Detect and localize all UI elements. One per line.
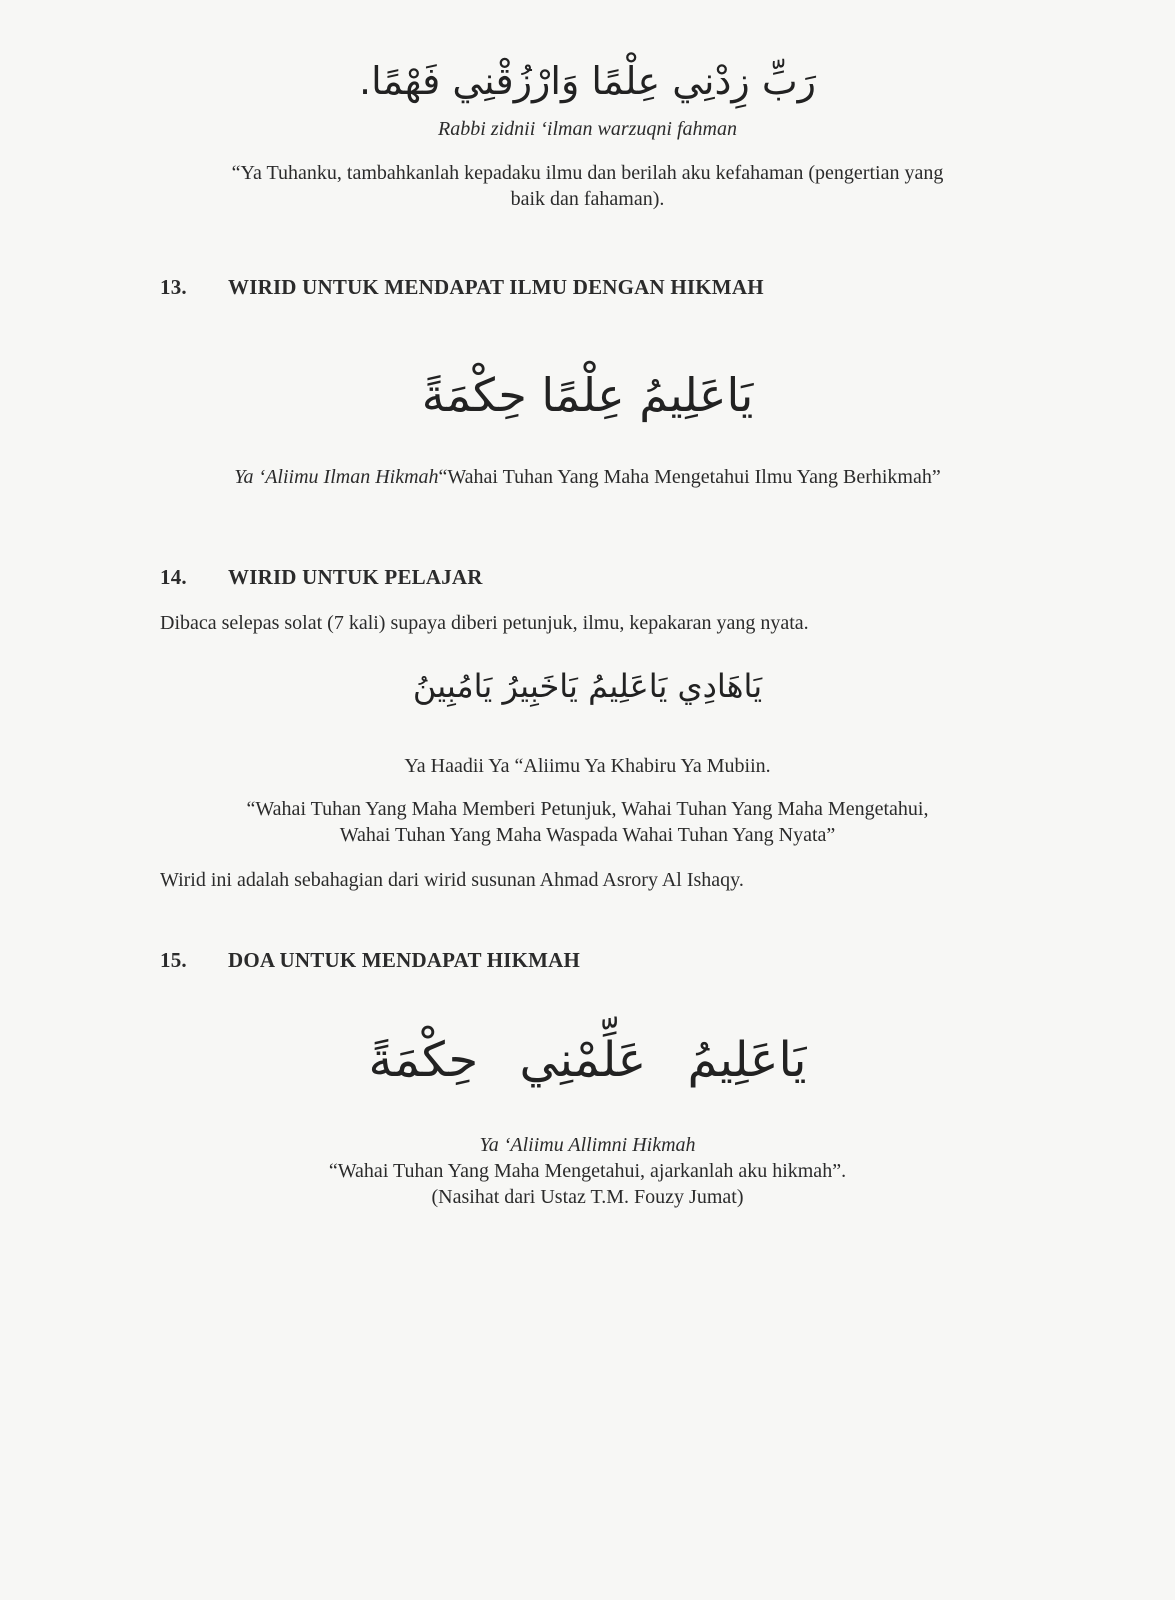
section-14-translation-line2: Wahai Tuhan Yang Maha Waspada Wahai Tuhan Yang Nyata” (339, 824, 836, 846)
section-14-number: 14. (160, 565, 187, 589)
section-14-title: WIRID UNTUK PELAJAR (228, 565, 483, 589)
section-13-heading (160, 275, 764, 300)
section-15-heading (160, 948, 580, 973)
section-14-note: Wirid ini adalah sebahagian dari wirid susunan Ahmad Asrory Al Ishaqy. (160, 869, 744, 891)
intro-translation-line2: baik dan fahaman). (510, 188, 665, 210)
section-15-transliteration: Ya ‘Aliimu Allimni Hikmah (479, 1134, 696, 1156)
section-13-transliteration-line (0, 464, 1175, 490)
section-13-number: 13. (160, 275, 187, 299)
section-15-title: DOA UNTUK MENDAPAT HIKMAH (228, 948, 581, 972)
section-13-transliteration: Ya ‘Aliimu Ilman Hikmah (234, 466, 439, 488)
section-14-intro: Dibaca selepas solat (7 kali) supaya diberi petunjuk, ilmu, kepakaran yang nyata. (160, 612, 809, 634)
section-14-translation-line1: “Wahai Tuhan Yang Maha Memberi Petunjuk, Wahai Tuhan Yang Maha Mengetahui, (246, 798, 929, 820)
section-14-transliteration: Ya Haadii Ya “Aliimu Ya Khabiru Ya Mubiin. (404, 755, 771, 777)
section-14-arabic-calligraphy: يَاهَادِي يَاعَلِيمُ يَاخَبِيرُ يَامُبِينُ (412, 667, 763, 705)
section-13-arabic-calligraphy: يَاعَلِيمُ عِلْمًا حِكْمَةً (421, 368, 754, 422)
section-15-source: (Nasihat dari Ustaz T.M. Fouzy Jumat) (431, 1186, 744, 1208)
intro-arabic-calligraphy: رَبِّ زِدْنِي عِلْمًا وَارْزُقْنِي فَهْمًا. (359, 59, 816, 103)
section-13-translation: “Wahai Tuhan Yang Maha Mengetahui Ilmu Yang Berhikmah” (438, 466, 941, 488)
section-15-arabic-calligraphy: يَاعَلِيمُ عَلِّمْنِي حِكْمَةً (368, 1032, 807, 1088)
intro-translation-line1: “Ya Tuhanku, tambahkanlah kepadaku ilmu dan berilah aku kefahaman (pengertian yang (231, 162, 944, 184)
section-13-title: WIRID UNTUK MENDAPAT ILMU DENGAN HIKMAH (228, 275, 764, 299)
section-15-number: 15. (160, 948, 187, 972)
section-15-translation: “Wahai Tuhan Yang Maha Mengetahui, ajarkanlah aku hikmah”. (328, 1160, 847, 1182)
intro-transliteration: Rabbi zidnii ‘ilman warzuqni fahman (438, 118, 737, 140)
section-14-heading (160, 565, 483, 590)
